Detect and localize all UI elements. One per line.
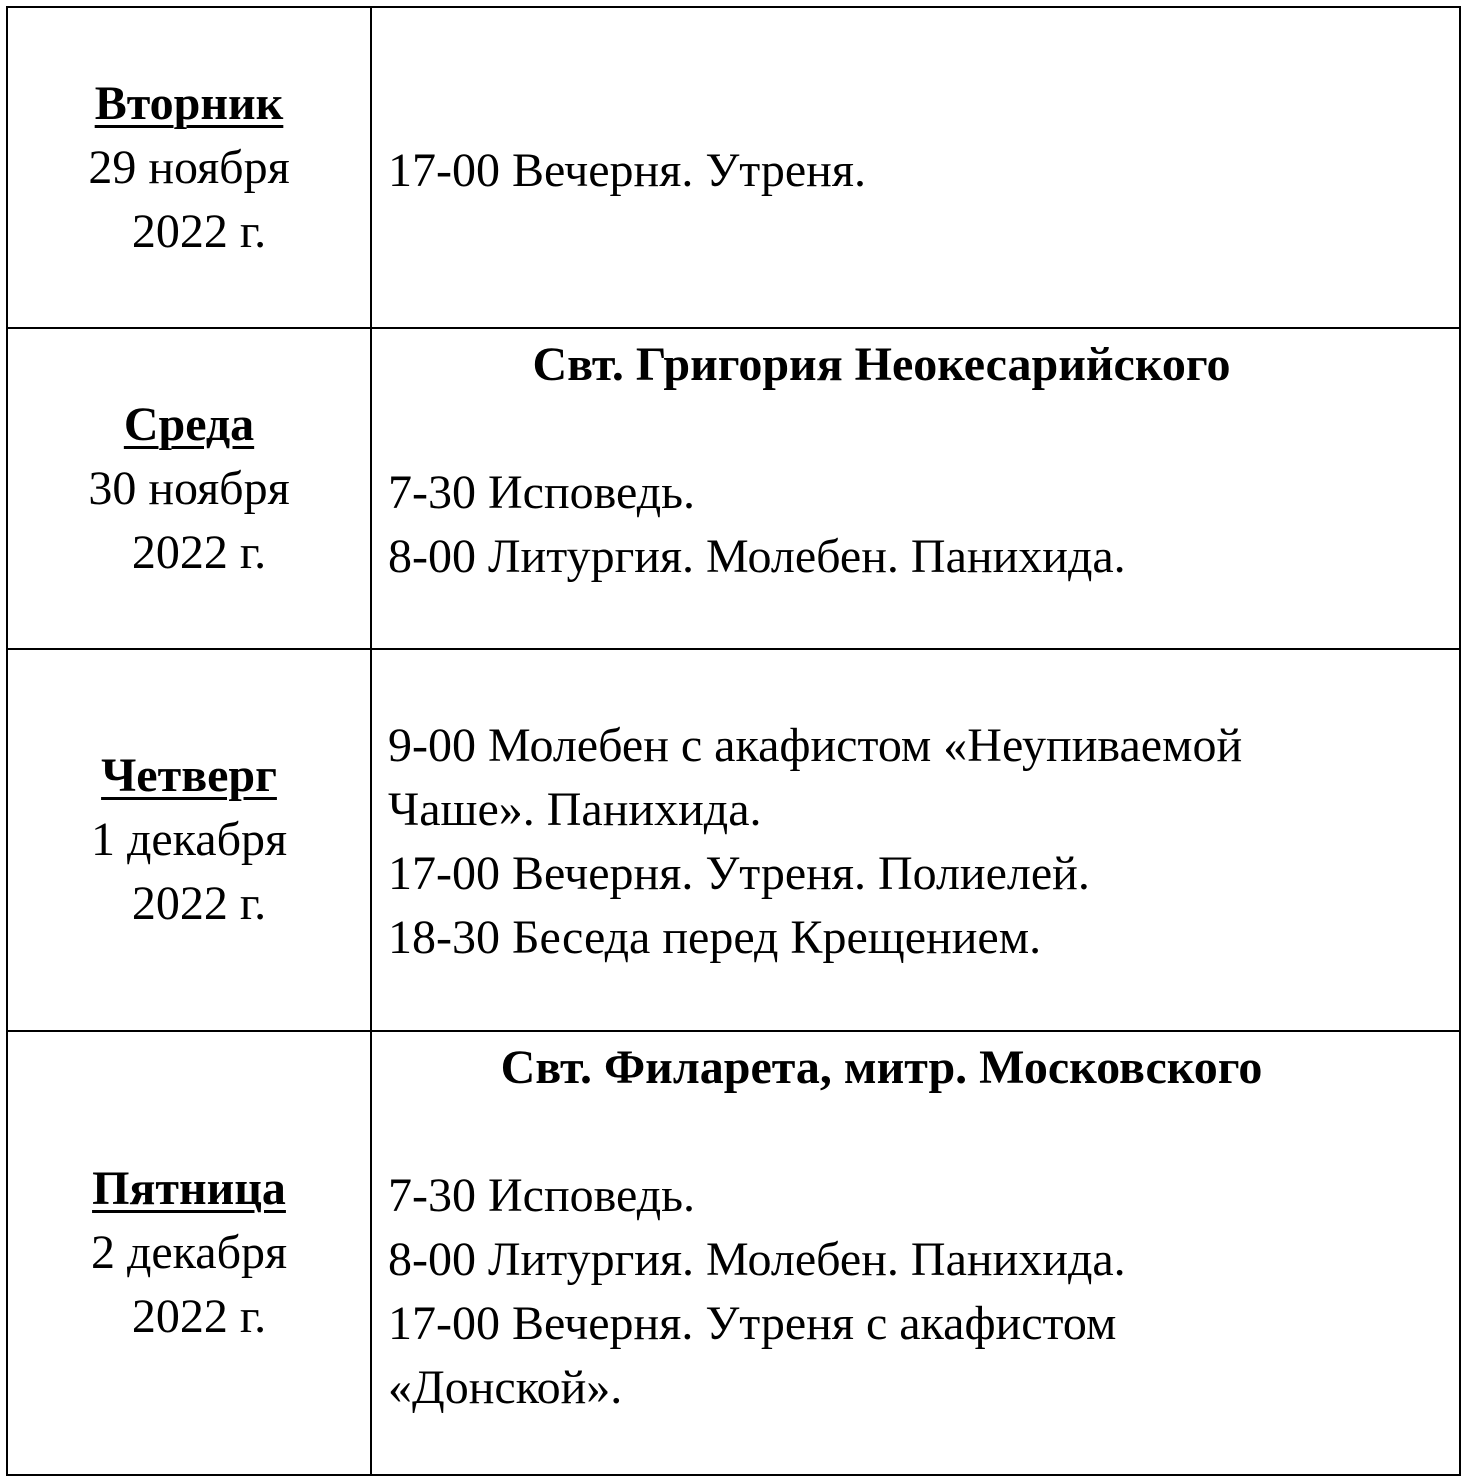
service-line: Чаше». Панихида.	[388, 783, 762, 836]
schedule-row-tuesday	[8, 8, 1459, 329]
service-line: 7-30 Исповедь.	[388, 1169, 696, 1222]
day-cell	[8, 1032, 372, 1474]
day-year: 2022 г.	[131, 525, 267, 579]
schedule-row-thursday	[8, 650, 1459, 1032]
services-cell	[372, 329, 1459, 648]
schedule-row-wednesday	[8, 329, 1459, 650]
service-line: 7-30 Исповедь.	[388, 466, 696, 519]
day-name: Пятница	[92, 1162, 286, 1215]
day-year: 2022 г.	[131, 877, 267, 930]
service-line: 17-00 Вечерня. Утреня. Полиелей.	[388, 847, 1090, 900]
day-date: 29 ноября	[88, 140, 290, 194]
day-cell	[8, 329, 372, 648]
schedule-row-friday	[8, 1032, 1459, 1474]
spacer	[388, 1100, 1439, 1164]
day-name: Четверг	[101, 749, 277, 802]
day-name: Среда	[123, 397, 255, 451]
day-cell	[8, 650, 372, 1030]
service-line: 8-00 Литургия. Молебен. Панихида.	[388, 530, 1126, 583]
service-line: 17-00 Вечерня. Утреня с акафистом	[388, 1297, 1117, 1350]
spacer	[388, 397, 1439, 461]
feast-title: Свт. Григория Неокесарийского	[532, 338, 1231, 391]
services-cell	[372, 650, 1459, 1030]
service-line: 9-00 Молебен с акафистом «Неупиваемой	[388, 719, 1243, 772]
day-cell	[8, 8, 372, 327]
day-date: 2 декабря	[90, 1226, 288, 1279]
day-year: 2022 г.	[131, 1290, 267, 1343]
day-name: Вторник	[94, 76, 284, 130]
day-date: 1 декабря	[90, 813, 288, 866]
service-line: 18-30 Беседа перед Крещением.	[388, 911, 1042, 964]
schedule-table	[6, 6, 1461, 1476]
day-date: 30 ноября	[88, 461, 290, 515]
service-line: «Донской».	[388, 1361, 623, 1414]
service-line: 8-00 Литургия. Молебен. Панихида.	[388, 1233, 1126, 1286]
services-cell	[372, 1032, 1459, 1474]
services-cell	[372, 8, 1459, 327]
day-year: 2022 г.	[131, 204, 267, 258]
service-line: 17-00 Вечерня. Утреня.	[388, 144, 866, 197]
feast-title: Свт. Филарета, митр. Московского	[500, 1041, 1263, 1094]
